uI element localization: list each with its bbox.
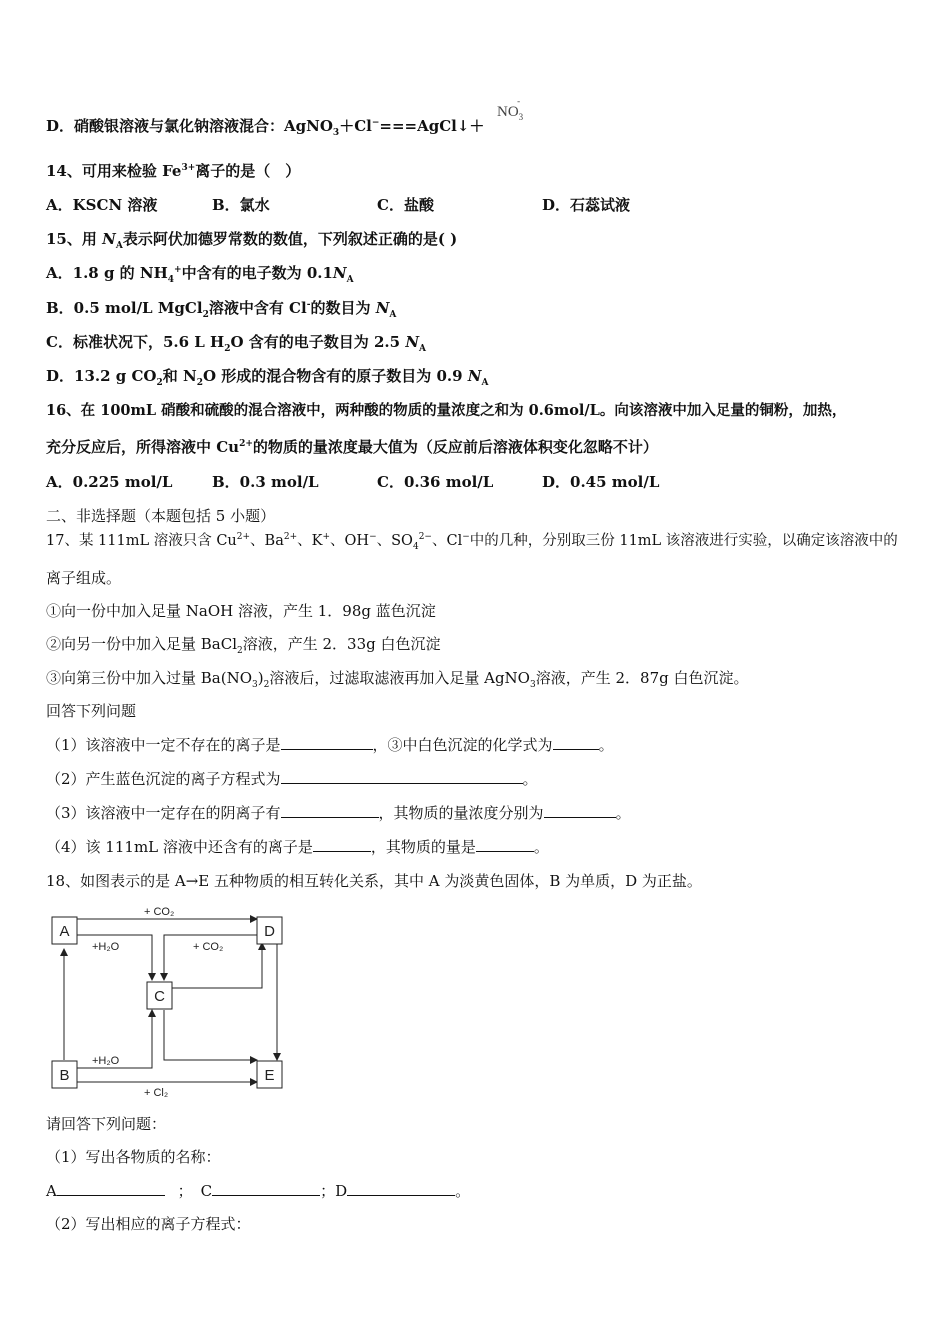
q18-ask: 请回答下列问题： (46, 1115, 167, 1133)
q18-name-a: A (46, 1182, 57, 1200)
q16-line2-b: 的物质的量浓度最大值为（反应前后溶液体积变化忽略不计） (252, 438, 658, 456)
q17-l1f: 、Cl (431, 533, 463, 549)
q14-option-b: B．氯水 (212, 196, 270, 214)
label-d: D (264, 923, 275, 940)
q13-no3-sup: - (517, 96, 521, 106)
label-a-d-co2: + CO₂ (144, 906, 175, 918)
q17-sub5: 4 (412, 541, 419, 552)
q15-c-sub: 2 (224, 344, 231, 354)
q17-sup6: − (462, 532, 470, 543)
q15-b-sub: 2 (202, 310, 209, 320)
q13-d-tail: ===AgCl↓＋ (379, 117, 485, 135)
q17-p4c: 。 (533, 838, 549, 856)
q17-sup2: 2+ (283, 532, 298, 543)
q16-line2-a: 充分反应后，所得溶液中 Cu (46, 438, 240, 456)
q17-sup5: 2− (418, 532, 432, 543)
label-a-c-h2o: +H₂O (92, 941, 120, 953)
q16-line-1 (46, 401, 846, 421)
q18-sep-2: ； (320, 1182, 336, 1200)
q15-d-sub2: 2 (196, 378, 203, 388)
answer-blank[interactable] (281, 735, 373, 750)
q17-p2a: （2）产生蓝色沉淀的离子方程式为 (46, 770, 281, 788)
q18-name-d: D (335, 1182, 348, 1200)
q17-p1b: ，③中白色沉淀的化学式为 (372, 736, 553, 754)
q17-sup1: 2+ (236, 532, 251, 543)
q17-stem-line-1 (46, 531, 898, 551)
q17-s2a: ②向另一份中加入足量 BaCl (46, 635, 238, 653)
q15-b-na-sub: A (389, 310, 397, 320)
q15-b-sup: - (306, 300, 311, 310)
q13-nitrate-ion (497, 96, 526, 122)
q15-d-sub: 2 (156, 378, 163, 388)
q15-a-sub: 4 (167, 275, 175, 285)
q15-a-na: N (332, 264, 347, 282)
q17-stem-line-2: 离子组成。 (46, 569, 122, 587)
q13-d-text: D．硝酸银溶液与氯化钠溶液混合：AgNO (46, 117, 333, 135)
q15-b-text2: 溶液中含有 Cl (208, 299, 307, 317)
q18-part-1: （1）写出各物质的名称： (46, 1148, 221, 1166)
q17-part-4 (46, 837, 549, 857)
q17-part-3 (46, 803, 631, 823)
label-d-c-co2: + CO₂ (193, 941, 224, 953)
q16-line2-sup: 2+ (239, 439, 253, 449)
q18-name-c: C (200, 1182, 213, 1200)
q17-step-2 (46, 634, 441, 654)
q17-s2-sub: 2 (237, 646, 243, 656)
q13-no3-text: NO (497, 104, 519, 120)
q17-l1e: 、SO (376, 533, 413, 549)
q17-p2b: 。 (522, 770, 538, 788)
q13-d-minus: − (371, 118, 380, 128)
answer-blank[interactable] (57, 1181, 165, 1196)
label-e: E (264, 1067, 275, 1084)
q17-p3a: （3）该溶液中一定存在的阴离子有 (46, 804, 281, 822)
q13-no3-sub: 3 (518, 112, 524, 122)
q17-s3b: ) (257, 669, 264, 687)
q14-stem (46, 161, 300, 181)
q16-option-d: D．0.45 mol/L (542, 473, 660, 491)
q17-l1d: 、OH (330, 533, 370, 549)
q15-d-na-sub: A (481, 378, 489, 388)
answer-blank[interactable] (476, 837, 534, 852)
q15-option-c (46, 332, 426, 352)
q14-option-d: D．石蕊试液 (542, 196, 631, 214)
q15-c-text: C．标准状况下，5.6 L H (46, 333, 225, 351)
q15-a-sup: + (174, 265, 182, 275)
q15-a-text2: 中含有的电子数为 0.1 (181, 264, 333, 282)
label-a: A (59, 923, 70, 940)
label-b-e-cl2: + Cl₂ (144, 1087, 169, 1099)
q17-p1a: （1）该溶液中一定不存在的离子是 (46, 736, 281, 754)
q17-p1c: 。 (598, 736, 614, 754)
q17-l1b: 、Ba (250, 533, 284, 549)
q17-sup4: − (369, 532, 377, 543)
q15-c-na: N (405, 333, 420, 351)
q13-d-cl: ＋Cl (339, 117, 372, 135)
answer-blank[interactable] (281, 803, 379, 818)
answer-blank[interactable] (212, 1181, 320, 1196)
q17-step-1: ①向一份中加入足量 NaOH 溶液，产生 1．98g 蓝色沉淀 (46, 602, 436, 620)
q17-answer-prompt: 回答下列问题 (46, 702, 137, 720)
q13-d-sub: 3 (332, 128, 340, 138)
answer-blank[interactable] (281, 769, 523, 784)
q15-na: N (102, 230, 116, 248)
q17-l1c: 、K (297, 533, 323, 549)
section-2-heading: 二、非选择题（本题包括 5 小题） (46, 507, 276, 525)
q14-stem-b: 离子的是（ ） (195, 162, 301, 180)
q17-s3-sub3: 3 (529, 680, 536, 690)
q17-s3d: 溶液，产生 2．87g 白色沉淀。 (535, 669, 749, 687)
q15-stem (46, 229, 457, 249)
q15-b-text3: 的数目为 (310, 299, 376, 317)
q14-stem-sup: 3+ (181, 163, 196, 173)
q17-part-1 (46, 735, 614, 755)
label-c: C (154, 988, 165, 1005)
q17-s3-sub: 3 (252, 680, 258, 690)
q15-option-a (46, 263, 354, 283)
arrow-c-to-e (164, 1010, 257, 1060)
q15-b-na: N (375, 299, 390, 317)
q17-s3c: 溶液后，过滤取滤液再加入足量 AgNO (269, 669, 530, 687)
q17-l1a: 17、某 111mL 溶液只含 Cu (46, 533, 237, 549)
q17-s3-sub2: 2 (263, 680, 270, 690)
answer-blank[interactable] (553, 735, 599, 750)
q17-p4a: （4）该 111mL 溶液中还含有的离子是 (46, 838, 313, 856)
q15-d-text: D．13.2 g CO (46, 367, 157, 385)
q15-d-text2: 和 N (162, 367, 197, 385)
q18-part-2: （2）写出相应的离子方程式： (46, 1215, 251, 1233)
q15-option-b (46, 298, 396, 318)
q15-d-text3: O 形成的混合物含有的原子数目为 0.9 (202, 367, 468, 385)
q14-options (0, 195, 950, 215)
q16-line-2 (46, 437, 658, 457)
q15-a-na-sub: A (346, 275, 354, 285)
q15-stem-b: 表示阿伏加德罗常数的数值，下列叙述正确的是( ) (122, 230, 458, 248)
q16-option-c: C．0.36 mol/L (377, 473, 494, 491)
q17-s2b: 溶液，产生 2．33g 白色沉淀 (242, 635, 441, 653)
q18-conversion-diagram (40, 900, 300, 1100)
q15-b-text: B．0.5 mol/L MgCl (46, 299, 203, 317)
q16-line1-text: 16、在 100mL 硝酸和硫酸的混合溶液中，两种酸的物质的量浓度之和为 0.6mol/L。向该溶液中加入足量的铜粉，加热， (46, 402, 847, 419)
q17-step-3 (46, 668, 749, 688)
answer-blank[interactable] (544, 803, 616, 818)
q17-p3b: ，其物质的量浓度分别为 (378, 804, 544, 822)
q15-stem-a: 15、用 (46, 230, 103, 248)
q18-end: 。 (455, 1182, 471, 1200)
q18-sep-1: ； (177, 1182, 193, 1200)
q13-option-d (46, 116, 484, 136)
q17-sup3: + (322, 532, 331, 543)
q17-p4b: ，其物质的量是 (370, 838, 476, 856)
q18-name-blanks (46, 1181, 470, 1201)
q15-d-na: N (467, 367, 482, 385)
answer-blank[interactable] (313, 837, 371, 852)
label-b-c-h2o: +H₂O (92, 1055, 120, 1067)
q16-options (0, 472, 950, 492)
q15-a-text: A．1.8 g 的 NH (46, 264, 168, 282)
q14-option-a: A．KSCN 溶液 (46, 196, 158, 214)
answer-blank[interactable] (347, 1181, 455, 1196)
q15-option-d (46, 366, 489, 386)
q15-c-na-sub: A (419, 344, 427, 354)
q18-stem: 18、如图表示的是 A→E 五种物质的相互转化关系，其中 A 为淡黄色固体，B 为单质，D 为正盐。 (46, 872, 702, 890)
q17-part-2 (46, 769, 538, 789)
q16-option-a: A．0.225 mol/L (46, 473, 173, 491)
q15-c-text2: O 含有的电子数目为 2.5 (230, 333, 406, 351)
q14-option-c: C．盐酸 (377, 196, 434, 214)
q16-option-b: B．0.3 mol/L (212, 473, 319, 491)
q17-s3a: ③向第三份中加入过量 Ba(NO (46, 669, 253, 687)
q17-l1g: 中的几种，分别取三份 11mL 该溶液进行实验，以确定该溶液中的 (469, 533, 898, 549)
q17-p3c: 。 (615, 804, 631, 822)
q15-na-sub: A (115, 241, 123, 251)
q14-stem-a: 14、可用来检验 Fe (46, 162, 182, 180)
label-b: B (59, 1067, 70, 1084)
